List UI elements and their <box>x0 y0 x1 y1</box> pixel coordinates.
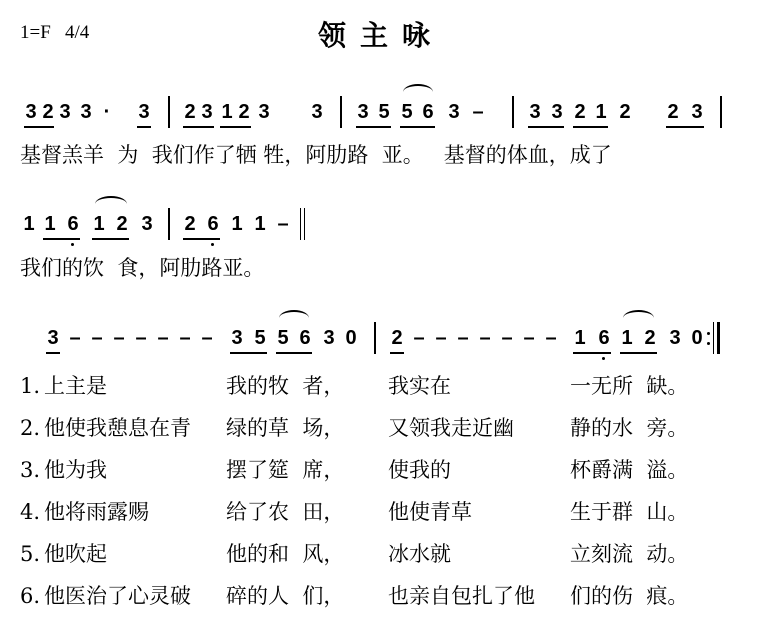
note: 6 <box>422 101 434 123</box>
barline <box>168 96 170 128</box>
note: 2 <box>391 327 403 349</box>
slur <box>403 84 433 100</box>
beam <box>183 238 220 240</box>
note: 1 <box>221 101 233 123</box>
note: 2 <box>667 101 679 123</box>
verse-3-a: 他为我 <box>44 458 107 482</box>
verse-4-c: 他使青草 <box>388 500 472 524</box>
note: 5 <box>401 101 413 123</box>
score-row-3 <box>0 318 760 358</box>
slur <box>623 310 654 326</box>
note: 3 <box>25 101 37 123</box>
note: 3 <box>529 101 541 123</box>
verse-num-1: 1. <box>20 374 41 398</box>
verse-5-b: 他的和 风， <box>226 542 345 566</box>
verse-5-d: 立刻流 动。 <box>570 542 689 566</box>
dash: – <box>479 327 491 349</box>
note: 3 <box>323 327 335 349</box>
barline <box>374 322 376 354</box>
lyric-line-2: 我们的饮 食，阿肋路亚。 <box>20 256 265 280</box>
slur <box>95 196 127 212</box>
verse-1-d: 一无所 缺。 <box>570 374 689 398</box>
beam <box>573 352 611 354</box>
verse-1-b: 我的牧 者， <box>226 374 345 398</box>
verse-num-2: 2. <box>20 416 41 440</box>
note: 0 <box>691 327 703 349</box>
verse-1-c: 我实在 <box>388 374 451 398</box>
dash: – <box>91 327 103 349</box>
repeat-barline <box>717 322 720 354</box>
dash: – <box>157 327 169 349</box>
note: 6 <box>67 213 79 235</box>
note: 2 <box>619 101 631 123</box>
note: 3 <box>258 101 270 123</box>
repeat-dot <box>707 332 710 335</box>
note: 2 <box>116 213 128 235</box>
note: 3 <box>59 101 71 123</box>
note: 5 <box>378 101 390 123</box>
note: 3 <box>201 101 213 123</box>
note: 2 <box>644 327 656 349</box>
dash: – <box>457 327 469 349</box>
note: 2 <box>574 101 586 123</box>
beam <box>137 126 151 128</box>
verse-2-a: 他使我憩息在青 <box>44 416 191 440</box>
verse-6-b: 碎的人 们， <box>226 584 345 608</box>
beam <box>230 352 267 354</box>
note: 3 <box>47 327 59 349</box>
key-signature: 1=F 4/4 <box>20 22 90 43</box>
verse-3-c: 使我的 <box>388 458 451 482</box>
verse-3-d: 杯爵满 溢。 <box>570 458 689 482</box>
dot-note: · <box>103 101 111 123</box>
dash: – <box>545 327 557 349</box>
dash: – <box>113 327 125 349</box>
beam <box>528 126 564 128</box>
repeat-barline <box>713 322 714 354</box>
verse-num-6: 6. <box>20 584 41 608</box>
barline <box>168 208 170 240</box>
dash: – <box>69 327 81 349</box>
low-dot <box>602 357 605 360</box>
verse-6-a: 他医治了心灵破 <box>44 584 191 608</box>
note: 1 <box>23 213 35 235</box>
beam <box>46 352 60 354</box>
note: 0 <box>345 327 357 349</box>
dash: – <box>135 327 147 349</box>
note: 1 <box>574 327 586 349</box>
verse-5-c: 冰水就 <box>388 542 451 566</box>
verse-6-c: 也亲自包扎了他 <box>388 584 535 608</box>
note: 2 <box>184 213 196 235</box>
note: 6 <box>207 213 219 235</box>
verse-5-a: 他吹起 <box>44 542 107 566</box>
verse-3-b: 摆了筵 席， <box>226 458 345 482</box>
note: 1 <box>254 213 266 235</box>
note: 6 <box>598 327 610 349</box>
note: 3 <box>138 101 150 123</box>
verse-4-a: 他将雨露赐 <box>44 500 149 524</box>
note: 2 <box>238 101 250 123</box>
note: 1 <box>231 213 243 235</box>
note: 3 <box>691 101 703 123</box>
verse-num-4: 4. <box>20 500 41 524</box>
note: 1 <box>93 213 105 235</box>
beam <box>573 126 608 128</box>
note: 3 <box>80 101 92 123</box>
beam <box>390 352 404 354</box>
dash: – <box>179 327 191 349</box>
low-dot <box>211 243 214 246</box>
score-row-2 <box>0 204 760 244</box>
dash: – <box>435 327 447 349</box>
verse-2-b: 绿的草 场， <box>226 416 345 440</box>
verse-1-a: 上主是 <box>44 374 107 398</box>
dash: – <box>472 101 484 123</box>
note: 5 <box>254 327 266 349</box>
slur <box>279 310 309 326</box>
beam <box>356 126 391 128</box>
note: 1 <box>44 213 56 235</box>
final-barline <box>300 208 301 240</box>
verse-2-d: 静的水 旁。 <box>570 416 689 440</box>
note: 3 <box>669 327 681 349</box>
beam <box>620 352 657 354</box>
beam <box>92 238 129 240</box>
note: 3 <box>448 101 460 123</box>
song-title: 领主咏 <box>318 19 445 52</box>
verse-4-b: 给了农 田， <box>226 500 345 524</box>
dash: – <box>523 327 535 349</box>
repeat-dot <box>707 342 710 345</box>
beam <box>400 126 435 128</box>
beam <box>666 126 704 128</box>
note: 6 <box>299 327 311 349</box>
beam <box>24 126 54 128</box>
dash: – <box>413 327 425 349</box>
note: 3 <box>357 101 369 123</box>
dash: – <box>501 327 513 349</box>
verse-num-5: 5. <box>20 542 41 566</box>
dash: – <box>201 327 213 349</box>
note: 2 <box>184 101 196 123</box>
note: 3 <box>551 101 563 123</box>
note: 5 <box>277 327 289 349</box>
dash: – <box>277 213 289 235</box>
barline <box>720 96 722 128</box>
score-row-1 <box>0 92 760 132</box>
note: 3 <box>141 213 153 235</box>
note: 1 <box>595 101 607 123</box>
note: 3 <box>231 327 243 349</box>
note: 3 <box>311 101 323 123</box>
barline <box>340 96 342 128</box>
verse-6-d: 们的伤 痕。 <box>570 584 689 608</box>
beam <box>183 126 214 128</box>
beam <box>276 352 312 354</box>
verse-num-3: 3. <box>20 458 41 482</box>
note: 1 <box>621 327 633 349</box>
note: 2 <box>42 101 54 123</box>
beam <box>220 126 251 128</box>
beam <box>43 238 80 240</box>
barline <box>512 96 514 128</box>
verse-4-d: 生于群 山。 <box>570 500 689 524</box>
low-dot <box>71 243 74 246</box>
verse-2-c: 又领我走近幽 <box>388 416 514 440</box>
lyric-line-1: 基督羔羊 为 我们作了牺 牲，阿肋路 亚。 基督的体血，成了 <box>20 143 612 167</box>
final-barline <box>304 208 305 240</box>
